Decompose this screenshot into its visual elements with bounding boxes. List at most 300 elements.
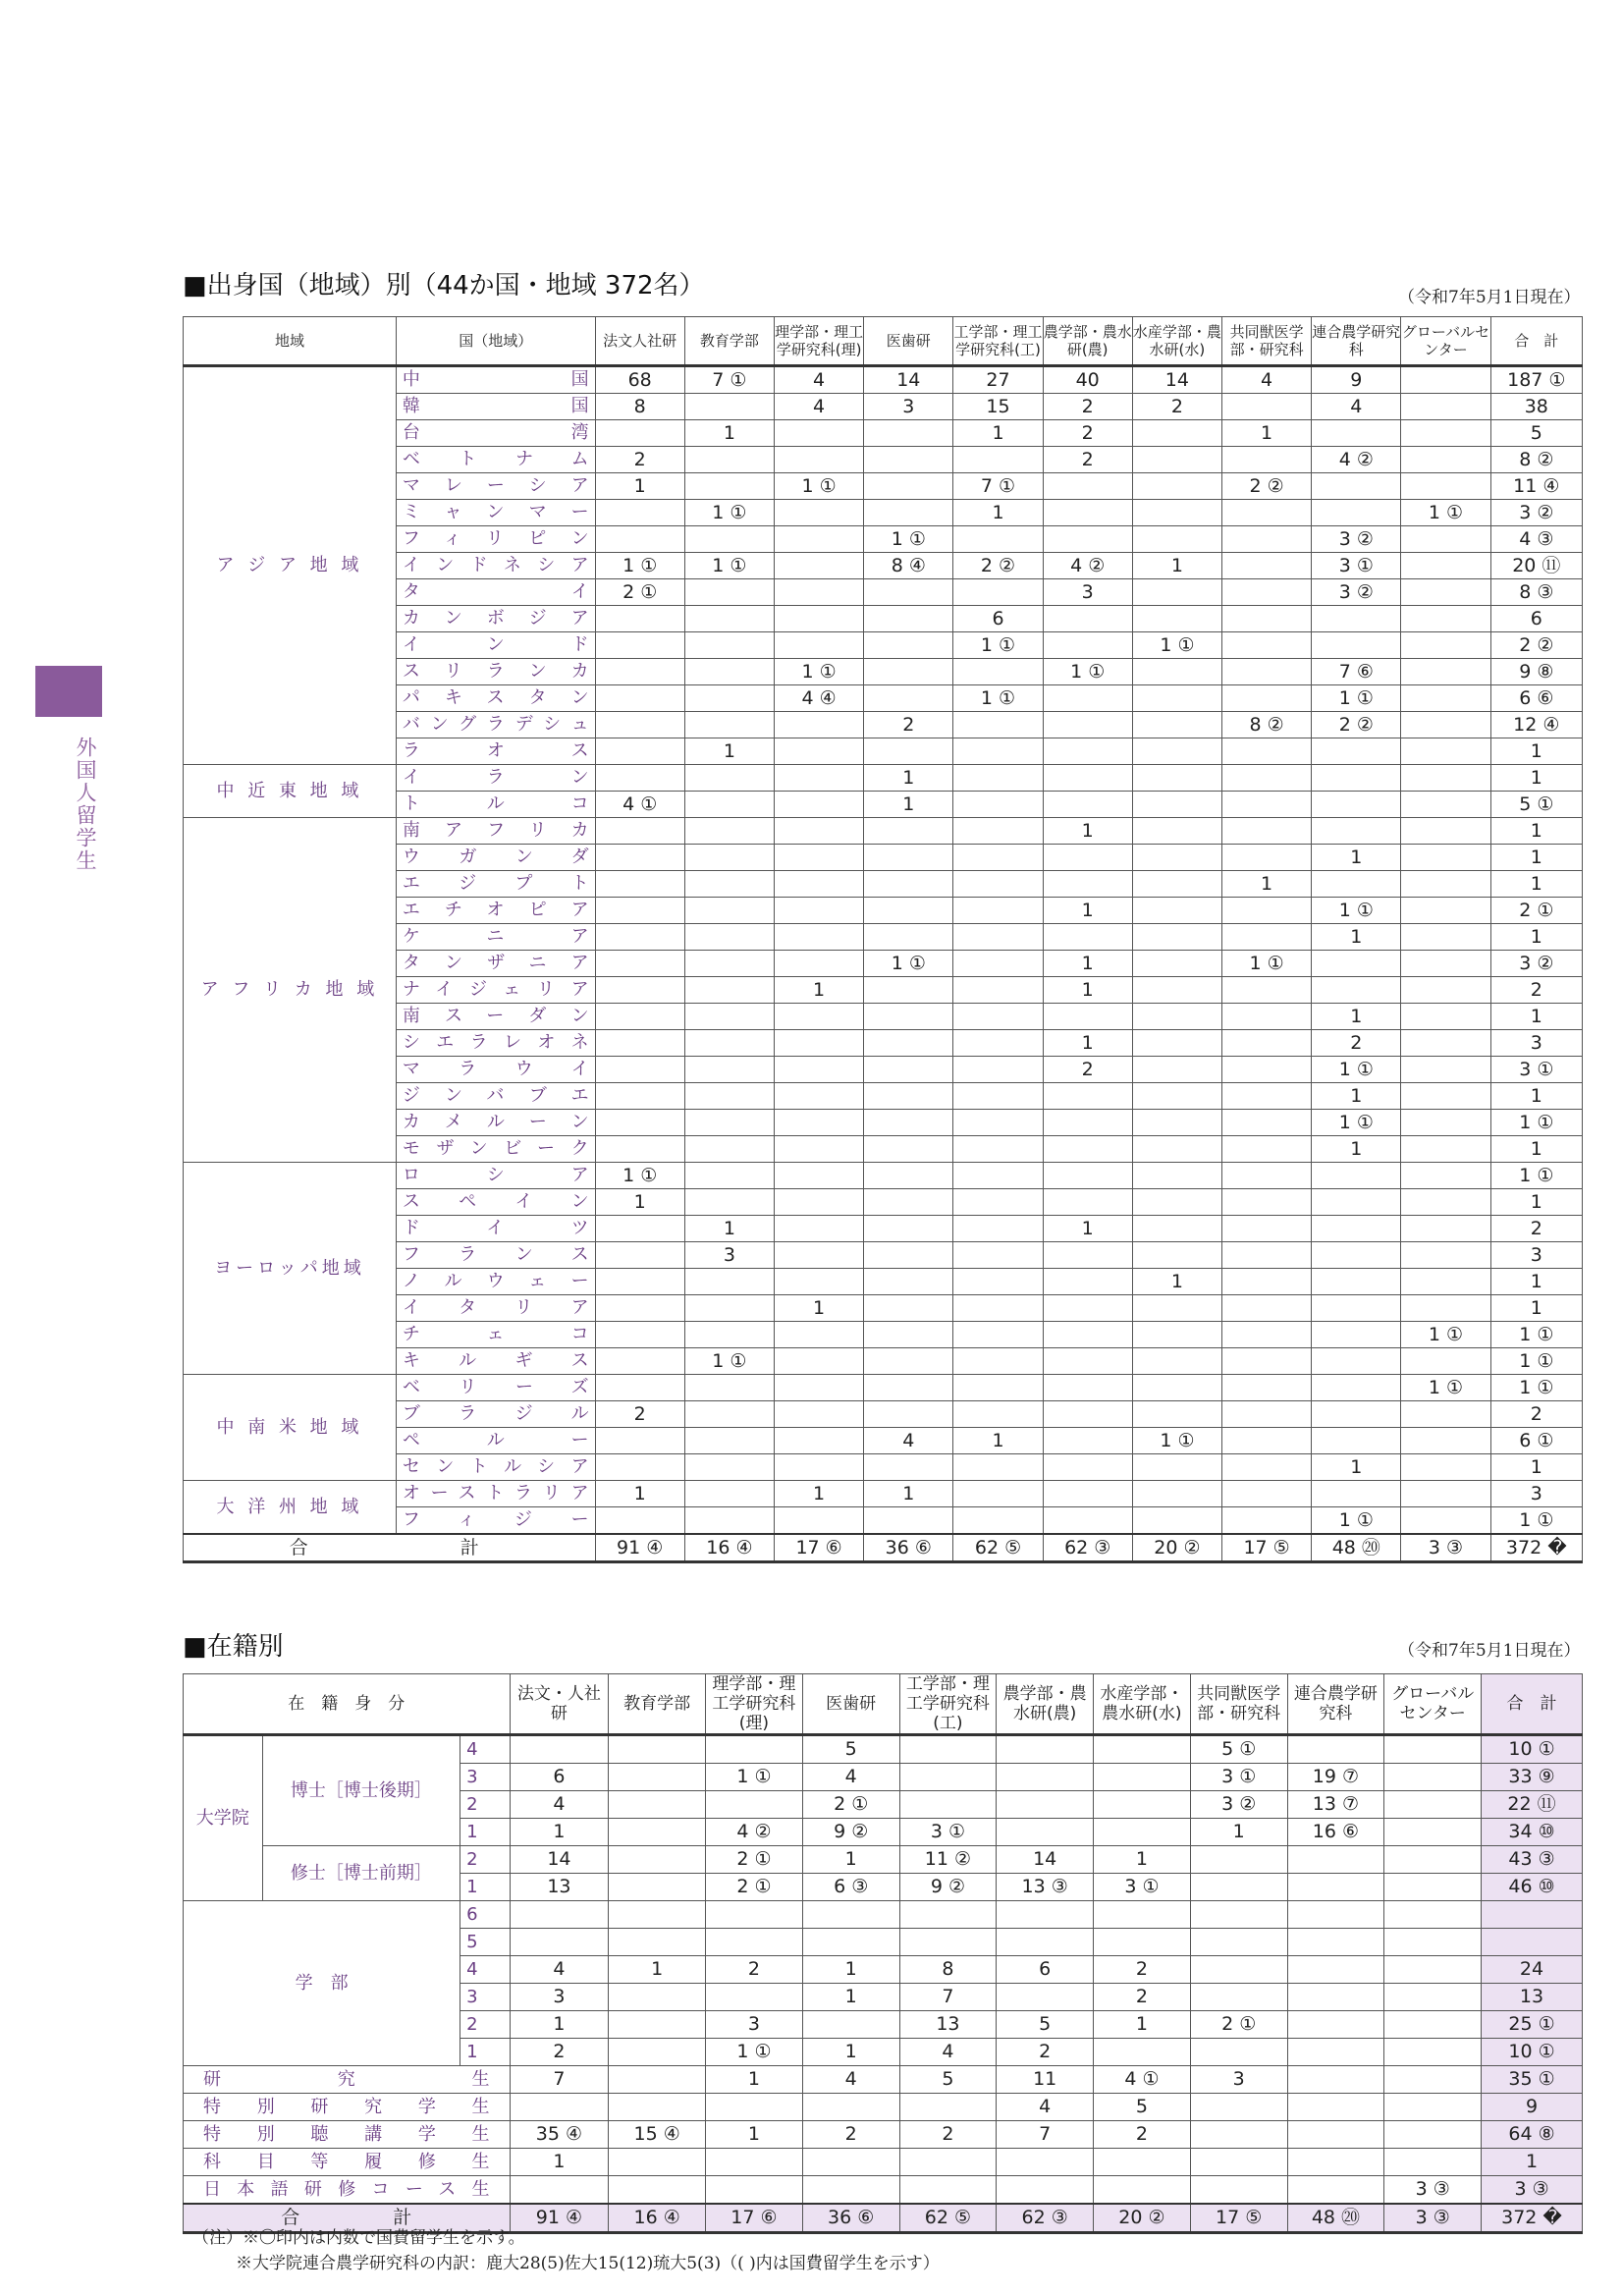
section2-title: ■在籍別	[183, 1632, 284, 1662]
data-cell	[1312, 765, 1401, 792]
country-name: フィリピン	[396, 526, 595, 553]
data-cell	[684, 898, 774, 924]
status-label: 特別研究学生	[184, 2094, 511, 2121]
data-cell: 1	[1490, 738, 1582, 765]
data-cell: 1 ①	[595, 1163, 684, 1189]
country-table	[183, 316, 1583, 1563]
data-cell: 1	[1490, 1136, 1582, 1163]
data-cell	[1312, 792, 1401, 818]
data-cell	[1401, 1083, 1490, 1110]
data-cell	[1190, 2149, 1287, 2176]
table-row	[184, 1375, 1583, 1401]
table-row	[184, 2176, 1583, 2205]
data-cell: 1	[1490, 1189, 1582, 1216]
data-cell	[1312, 818, 1401, 845]
data-cell: 1	[510, 2011, 609, 2039]
data-cell: 2	[595, 447, 684, 473]
data-cell	[609, 1791, 706, 1819]
country-name: ケニア	[396, 924, 595, 951]
data-cell	[1401, 1481, 1490, 1507]
data-cell: 1	[802, 1846, 899, 1874]
status-label: 科目等履修生	[184, 2149, 511, 2176]
data-cell	[864, 1030, 953, 1057]
data-cell: 7 ①	[684, 366, 774, 394]
region-label: ア フ リ カ 地 域	[184, 818, 397, 1163]
data-cell: 2	[1043, 1057, 1132, 1083]
data-cell: 5	[997, 2011, 1094, 2039]
data-cell	[595, 712, 684, 738]
status-label: 研究生	[184, 2066, 511, 2094]
data-cell	[774, 1375, 863, 1401]
country-name: エジプト	[396, 871, 595, 898]
data-cell	[1384, 1735, 1482, 1764]
data-cell: 1	[1312, 845, 1401, 871]
country-name: チェコ	[396, 1322, 595, 1348]
data-cell	[1401, 1136, 1490, 1163]
data-cell	[1401, 394, 1490, 420]
data-cell	[953, 1454, 1043, 1481]
data-cell	[774, 1216, 863, 1242]
data-cell: 1	[1490, 1083, 1582, 1110]
data-cell: 1 ①	[706, 1764, 803, 1791]
data-cell	[953, 1110, 1043, 1136]
data-cell	[864, 738, 953, 765]
data-cell	[1401, 951, 1490, 977]
data-cell: 1 ①	[1222, 951, 1312, 977]
section2-date: （令和7年5月1日現在）	[1398, 1641, 1581, 1661]
data-cell	[684, 818, 774, 845]
data-cell	[595, 659, 684, 685]
data-cell	[802, 2149, 899, 2176]
data-cell	[1043, 1428, 1132, 1454]
country-name: タイ	[396, 579, 595, 606]
data-cell	[595, 738, 684, 765]
data-cell	[864, 1454, 953, 1481]
data-cell	[953, 1481, 1043, 1507]
data-cell	[899, 1764, 997, 1791]
data-cell	[1222, 1136, 1312, 1163]
data-cell: 1	[774, 977, 863, 1004]
data-cell: 15 ④	[609, 2121, 706, 2149]
data-cell	[684, 1481, 774, 1507]
country-name: ミャンマー	[396, 500, 595, 526]
data-cell: 2 ②	[1490, 632, 1582, 659]
data-cell: 7	[997, 2121, 1094, 2149]
country-name: ジンバブエ	[396, 1083, 595, 1110]
data-cell	[953, 1189, 1043, 1216]
data-cell	[684, 526, 774, 553]
data-cell	[684, 1454, 774, 1481]
data-cell	[1132, 712, 1221, 738]
data-cell	[1132, 1057, 1221, 1083]
data-cell	[1401, 659, 1490, 685]
data-cell	[774, 1401, 863, 1428]
year-label: 1	[460, 1819, 510, 1846]
data-cell	[1043, 1507, 1132, 1535]
data-cell: 25 ①	[1482, 2011, 1583, 2039]
data-cell: 1	[1312, 1004, 1401, 1030]
data-cell: 11 ④	[1490, 473, 1582, 500]
data-cell	[802, 1929, 899, 1956]
data-cell	[609, 1735, 706, 1764]
data-cell	[1222, 1322, 1312, 1348]
data-cell: 1 ①	[1490, 1507, 1582, 1535]
data-cell: 1 ①	[1312, 1057, 1401, 1083]
data-cell	[1043, 1269, 1132, 1295]
total-cell: 17 ⑥	[774, 1534, 863, 1562]
data-cell	[1287, 1929, 1384, 1956]
year-label: 1	[460, 2039, 510, 2066]
data-cell: 3 ③	[1384, 2176, 1482, 2205]
data-cell: 10 ①	[1482, 1735, 1583, 1764]
data-cell: 4	[997, 2094, 1094, 2121]
data-cell: 6 ③	[802, 1874, 899, 1901]
data-cell: 1 ①	[1490, 1163, 1582, 1189]
data-cell	[1384, 1929, 1482, 1956]
data-cell	[864, 685, 953, 712]
data-cell	[1132, 1216, 1221, 1242]
data-cell	[684, 1507, 774, 1535]
data-cell	[684, 924, 774, 951]
data-cell	[953, 1375, 1043, 1401]
data-cell	[1043, 1004, 1132, 1030]
data-cell	[1222, 1454, 1312, 1481]
data-cell	[1222, 526, 1312, 553]
data-cell: 4	[510, 1956, 609, 1984]
total-cell: 20 ②	[1094, 2204, 1191, 2233]
data-cell	[1401, 792, 1490, 818]
data-cell	[1401, 685, 1490, 712]
data-cell	[864, 1136, 953, 1163]
data-cell: 6	[1490, 606, 1582, 632]
data-cell	[1190, 2121, 1287, 2149]
data-cell: 4 ④	[774, 685, 863, 712]
data-cell: 3	[510, 1984, 609, 2011]
data-cell	[1287, 2176, 1384, 2205]
data-cell	[595, 1295, 684, 1322]
data-cell: 13 ⑦	[1287, 1791, 1384, 1819]
data-cell	[595, 1004, 684, 1030]
data-cell	[1190, 1956, 1287, 1984]
table-row	[184, 1735, 1583, 1764]
data-cell	[953, 1507, 1043, 1535]
data-cell	[953, 579, 1043, 606]
region-label: 大 洋 州 地 域	[184, 1481, 397, 1535]
data-cell	[1043, 871, 1132, 898]
data-cell	[1222, 553, 1312, 579]
country-name: カンボジア	[396, 606, 595, 632]
data-cell	[1132, 845, 1221, 871]
data-cell	[1287, 2039, 1384, 2066]
data-cell	[1132, 738, 1221, 765]
data-cell	[595, 765, 684, 792]
data-cell	[1312, 1428, 1401, 1454]
data-cell: 1	[1490, 765, 1582, 792]
data-cell	[899, 2149, 997, 2176]
data-cell: 8 ②	[1222, 712, 1312, 738]
data-cell	[1401, 632, 1490, 659]
data-cell	[684, 1030, 774, 1057]
data-cell: 8 ④	[864, 553, 953, 579]
data-cell	[595, 632, 684, 659]
data-cell: 1 ①	[864, 951, 953, 977]
data-cell: 187 ①	[1490, 366, 1582, 394]
data-cell	[1312, 606, 1401, 632]
data-cell	[1401, 1163, 1490, 1189]
data-cell	[1384, 2039, 1482, 2066]
data-cell	[864, 1216, 953, 1242]
total-cell: 48 ⑳	[1312, 1534, 1401, 1562]
data-cell	[1222, 1057, 1312, 1083]
data-cell	[774, 1030, 863, 1057]
country-name: マレーシア	[396, 473, 595, 500]
data-cell	[1222, 977, 1312, 1004]
data-cell	[953, 977, 1043, 1004]
data-cell	[1043, 1189, 1132, 1216]
data-cell	[1132, 1004, 1221, 1030]
data-cell	[1222, 765, 1312, 792]
data-cell	[774, 1136, 863, 1163]
country-name: トルコ	[396, 792, 595, 818]
data-cell: 4 ②	[706, 1819, 803, 1846]
data-cell: 1 ①	[774, 473, 863, 500]
data-cell: 4	[899, 2039, 997, 2066]
data-cell	[774, 447, 863, 473]
data-cell: 3 ②	[1312, 579, 1401, 606]
data-cell	[684, 1322, 774, 1348]
column-header: 共同獣医学部・研究科	[1190, 1674, 1287, 1735]
country-name: ペルー	[396, 1428, 595, 1454]
data-cell	[953, 1295, 1043, 1322]
data-cell	[609, 1929, 706, 1956]
data-cell: 3 ②	[1312, 526, 1401, 553]
data-cell	[684, 1189, 774, 1216]
data-cell: 2 ①	[802, 1791, 899, 1819]
data-cell	[1287, 2149, 1384, 2176]
data-cell	[1401, 977, 1490, 1004]
total-cell: 91 ④	[510, 2204, 609, 2233]
data-cell	[1312, 420, 1401, 447]
total-cell: 3 ③	[1401, 1534, 1490, 1562]
data-cell	[1043, 792, 1132, 818]
data-cell: 1	[774, 1481, 863, 1507]
country-name: パキスタン	[396, 685, 595, 712]
country-name: スペイン	[396, 1189, 595, 1216]
column-header: 農学部・農水研(農)	[997, 1674, 1094, 1735]
undergraduate-label: 学 部	[184, 1901, 460, 2066]
data-cell: 3	[684, 1242, 774, 1269]
data-cell	[1043, 1322, 1132, 1348]
table-row	[184, 2066, 1583, 2094]
data-cell	[774, 606, 863, 632]
data-cell	[1401, 606, 1490, 632]
data-cell	[802, 2176, 899, 2205]
data-cell	[1312, 977, 1401, 1004]
data-cell	[684, 1057, 774, 1083]
data-cell	[774, 1269, 863, 1295]
data-cell: 9 ②	[899, 1874, 997, 1901]
data-cell: 7	[899, 1984, 997, 2011]
data-cell	[609, 2011, 706, 2039]
data-cell	[1312, 1481, 1401, 1507]
data-cell: 5 ①	[1490, 792, 1582, 818]
data-cell	[684, 685, 774, 712]
data-cell	[774, 951, 863, 977]
data-cell: 1 ①	[953, 632, 1043, 659]
data-cell	[997, 1764, 1094, 1791]
data-cell	[684, 792, 774, 818]
country-name: バングラデシュ	[396, 712, 595, 738]
data-cell: 1 ①	[1490, 1375, 1582, 1401]
data-cell	[684, 1375, 774, 1401]
data-cell	[510, 1901, 609, 1929]
country-name: オーストラリア	[396, 1481, 595, 1507]
data-cell: 1 ①	[706, 2039, 803, 2066]
data-cell: 1	[1222, 871, 1312, 898]
data-cell	[1401, 420, 1490, 447]
data-cell	[1401, 1428, 1490, 1454]
data-cell: 1	[1043, 898, 1132, 924]
data-cell	[1043, 1401, 1132, 1428]
data-cell	[1401, 845, 1490, 871]
data-cell	[595, 420, 684, 447]
data-cell: 4 ①	[1094, 2066, 1191, 2094]
data-cell: 4	[774, 394, 863, 420]
data-cell	[1384, 1764, 1482, 1791]
data-cell	[864, 924, 953, 951]
country-name: モザンビーク	[396, 1136, 595, 1163]
data-cell	[1222, 898, 1312, 924]
data-cell: 1	[1490, 871, 1582, 898]
data-cell	[864, 1401, 953, 1428]
data-cell: 1 ①	[1312, 1110, 1401, 1136]
data-cell	[684, 1136, 774, 1163]
data-cell	[1287, 2066, 1384, 2094]
data-cell: 1	[1222, 420, 1312, 447]
data-cell	[1222, 659, 1312, 685]
data-cell	[997, 1901, 1094, 1929]
column-header: 水産学部・農水研(水)	[1094, 1674, 1191, 1735]
data-cell: 1	[684, 1216, 774, 1242]
section-tab-marker	[35, 666, 102, 717]
data-cell	[774, 845, 863, 871]
data-cell	[595, 1454, 684, 1481]
data-cell	[1312, 1269, 1401, 1295]
data-cell: 2	[1043, 394, 1132, 420]
data-cell	[1222, 1295, 1312, 1322]
data-cell	[1043, 1481, 1132, 1507]
data-cell	[1132, 500, 1221, 526]
data-cell	[864, 871, 953, 898]
data-cell: 68	[595, 366, 684, 394]
country-name: 南スーダン	[396, 1004, 595, 1030]
section1-title: ■出身国（地域）別（44か国・地域 372名）	[183, 271, 705, 301]
data-cell	[1287, 2121, 1384, 2149]
data-cell	[595, 685, 684, 712]
region-label: 中 南 米 地 域	[184, 1375, 397, 1481]
data-cell	[1132, 1481, 1221, 1507]
data-cell: 35 ①	[1482, 2066, 1583, 2094]
data-cell	[1401, 1110, 1490, 1136]
data-cell	[953, 1216, 1043, 1242]
data-cell	[1043, 1454, 1132, 1481]
data-cell	[1190, 1901, 1287, 1929]
data-cell: 1 ①	[1401, 500, 1490, 526]
data-cell	[1384, 1874, 1482, 1901]
data-cell	[953, 1057, 1043, 1083]
data-cell	[774, 1163, 863, 1189]
data-cell: 40	[1043, 366, 1132, 394]
total-cell: 62 ③	[997, 2204, 1094, 2233]
data-cell	[864, 1163, 953, 1189]
total-cell: 62 ③	[1043, 1534, 1132, 1562]
data-cell	[1287, 1846, 1384, 1874]
total-cell: 36 ⑥	[802, 2204, 899, 2233]
data-cell	[609, 2066, 706, 2094]
data-cell	[1094, 1819, 1191, 1846]
data-cell	[1190, 1984, 1287, 2011]
data-cell	[1401, 1189, 1490, 1216]
data-cell: 2 ②	[1312, 712, 1401, 738]
country-name: フランス	[396, 1242, 595, 1269]
data-cell: 2	[510, 2039, 609, 2066]
data-cell: 1	[1490, 1269, 1582, 1295]
data-cell	[1384, 2149, 1482, 2176]
data-cell	[1384, 1819, 1482, 1846]
data-cell: 20 ⑪	[1490, 553, 1582, 579]
data-cell: 1 ①	[1401, 1375, 1490, 1401]
data-cell	[1043, 685, 1132, 712]
data-cell	[864, 1375, 953, 1401]
data-cell	[864, 845, 953, 871]
data-cell: 1	[1490, 924, 1582, 951]
year-label: 3	[460, 1764, 510, 1791]
column-header: グローバルセンター	[1384, 1674, 1482, 1735]
data-cell	[953, 447, 1043, 473]
data-cell	[1094, 1764, 1191, 1791]
data-cell	[1401, 1507, 1490, 1535]
total-cell: 372 �	[1490, 1534, 1582, 1562]
data-cell: 2	[595, 1401, 684, 1428]
table-row	[184, 818, 1583, 845]
data-cell: 1 ①	[1132, 632, 1221, 659]
data-cell: 11 ②	[899, 1846, 997, 1874]
data-cell	[864, 818, 953, 845]
data-cell	[1312, 1295, 1401, 1322]
data-cell: 3 ①	[1094, 1874, 1191, 1901]
data-cell: 4	[802, 2066, 899, 2094]
data-cell	[1094, 2039, 1191, 2066]
data-cell	[1190, 1846, 1287, 1874]
total-cell: 91 ④	[595, 1534, 684, 1562]
data-cell: 4 ①	[595, 792, 684, 818]
data-cell: 5	[1490, 420, 1582, 447]
data-cell: 33 ⑨	[1482, 1764, 1583, 1791]
data-cell	[802, 1901, 899, 1929]
data-cell	[953, 1083, 1043, 1110]
data-cell	[1094, 1929, 1191, 1956]
total-cell: 372 �	[1482, 2204, 1583, 2233]
data-cell	[1222, 818, 1312, 845]
data-cell: 1	[510, 2149, 609, 2176]
data-cell	[1222, 1375, 1312, 1401]
data-cell	[864, 632, 953, 659]
data-cell	[899, 1901, 997, 1929]
status-label: 日本語研修コース生	[184, 2176, 511, 2205]
enrollment-table-header	[184, 1674, 1583, 1735]
column-header: 理学部・理工学研究科(理)	[706, 1674, 803, 1735]
data-cell: 11	[997, 2066, 1094, 2094]
